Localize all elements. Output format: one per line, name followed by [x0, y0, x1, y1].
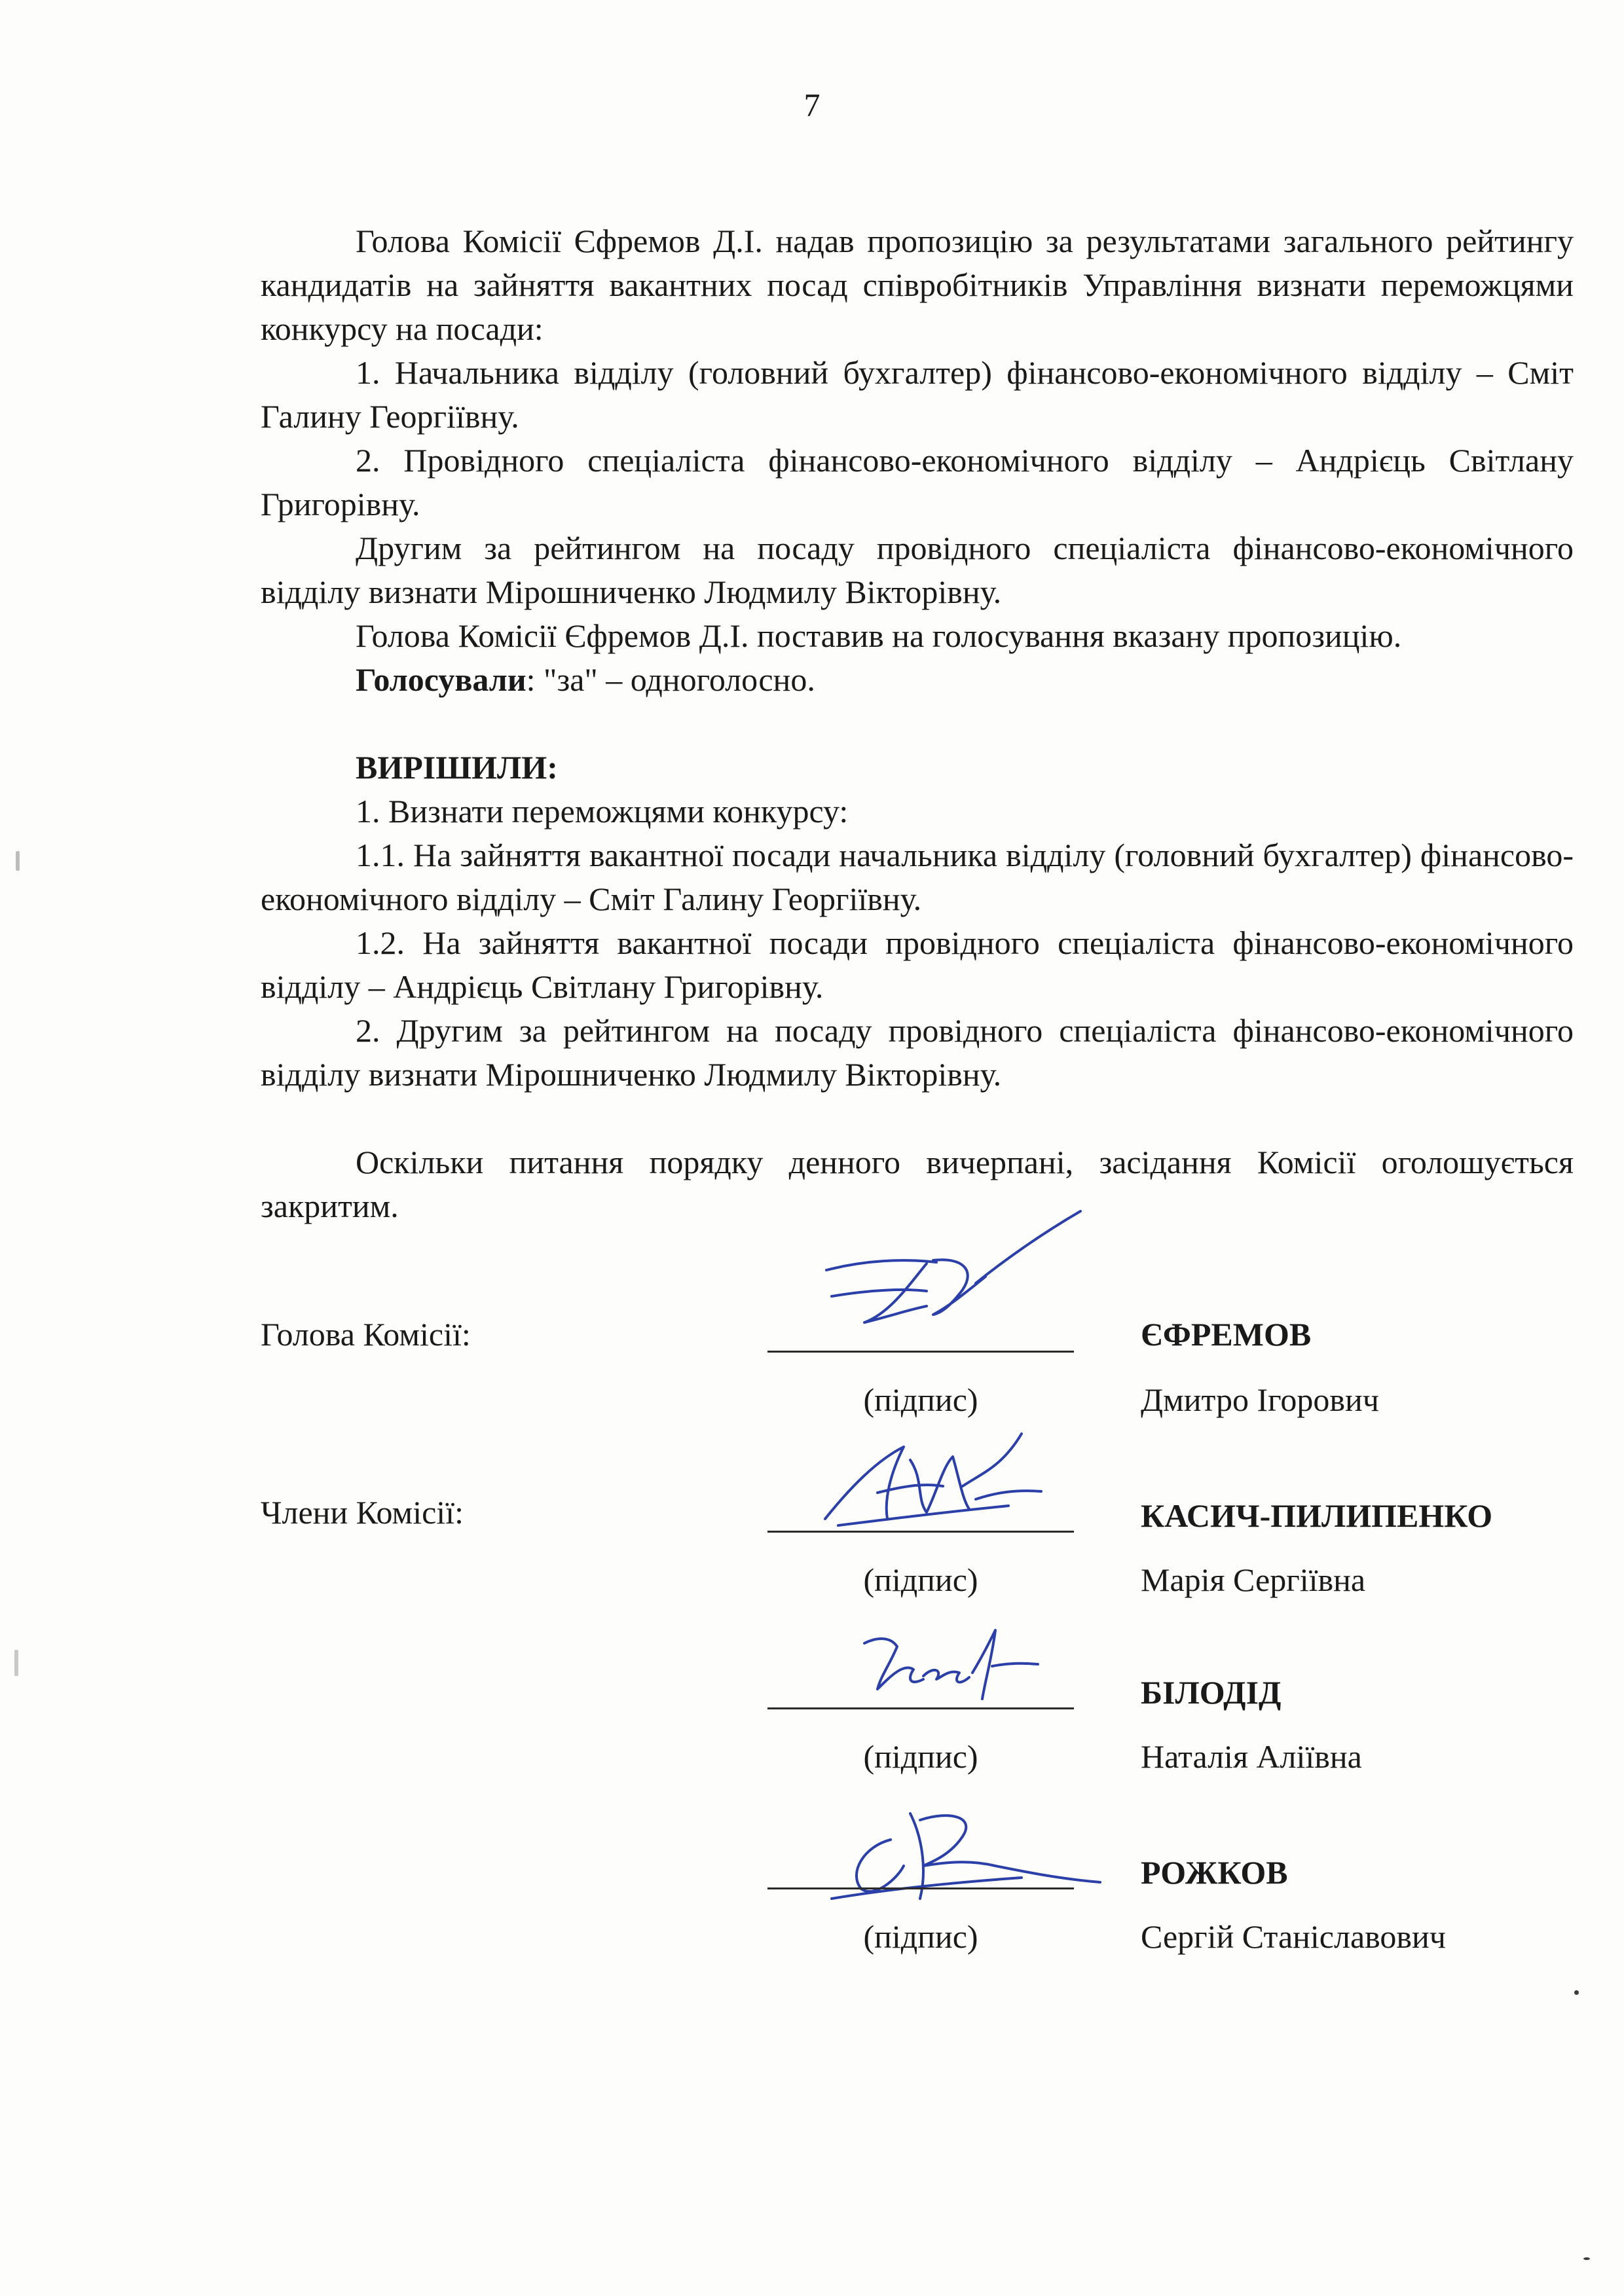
member-1-given-names: Марія Сергіївна — [1141, 1561, 1366, 1598]
member-2-surname: БІЛОДІД — [1141, 1674, 1282, 1711]
member-3-surname: РОЖКОВ — [1141, 1854, 1288, 1891]
paragraph-vote-call: Голова Комісії Єфремов Д.І. поставив на голосування вказану пропозицію. — [356, 617, 1402, 654]
member-1-surname: КАСИЧ-ПИЛИПЕНКО — [1141, 1497, 1493, 1534]
scan-speck — [14, 1650, 18, 1676]
scan-speck — [1574, 1990, 1579, 1995]
member-3-signature — [812, 1800, 1113, 1918]
member-3-given-names: Сергій Станіславович — [1141, 1918, 1446, 1955]
member-2-given-names: Наталія Аліївна — [1141, 1738, 1362, 1775]
member-3-signature-line — [767, 1887, 1074, 1889]
member-1-signature-caption: (підпис) — [863, 1561, 978, 1598]
resolution-1-1: 1.1. На зайняття вакантної посади начальника відділу (головний бухгалтер) фінансово-економічного відділу – Сміт Галину Георгіївну. — [261, 837, 1574, 917]
closing-statement: Оскільки питання порядку денного вичерпані, засідання Комісії оголошується закритим. — [261, 1144, 1574, 1224]
member-1-signature — [812, 1421, 1074, 1539]
chair-label: Голова Комісії: — [261, 1316, 471, 1353]
paragraph-proposal: Голова Комісії Єфремов Д.І. надав пропозицію за результатами загального рейтингу кандидатів на зайняття вакантних посад співробітників Управління визнати переможцями конкурсу на посади: — [261, 223, 1574, 347]
chair-signature-line — [767, 1351, 1074, 1353]
vote-text: : "за" – одноголосно. — [526, 661, 815, 698]
resolution-2: 2. Другим за рейтингом на посаду провідного спеціаліста фінансово-економічного відділу визнати Мірошниченко Людмилу Вікторівну. — [261, 1012, 1574, 1093]
paragraph-item-1: 1. Начальника відділу (головний бухгалтер) фінансово-економічного відділу – Сміт Галину Георгіївну. — [261, 354, 1574, 435]
resolved-heading: ВИРІШИЛИ: — [356, 749, 558, 786]
page-number: 7 — [803, 86, 821, 123]
resolution-1: 1. Визнати переможцями конкурсу: — [356, 793, 849, 829]
member-1-signature-line — [767, 1531, 1074, 1533]
scan-speck — [16, 851, 20, 871]
chair-signature-caption: (підпис) — [863, 1381, 978, 1418]
member-2-signature-caption: (підпис) — [863, 1738, 978, 1775]
member-3-signature-caption: (підпис) — [863, 1918, 978, 1955]
scan-speck — [1583, 2257, 1590, 2260]
member-2-signature — [851, 1617, 1048, 1709]
chair-signature — [812, 1198, 1087, 1349]
member-2-signature-line — [767, 1707, 1074, 1709]
chair-given-names: Дмитро Ігорович — [1141, 1381, 1379, 1418]
paragraph-item-2: 2. Провідного спеціаліста фінансово-економічного відділу – Андрієць Світлану Григорівну. — [261, 442, 1574, 522]
chair-surname: ЄФРЕМОВ — [1141, 1316, 1312, 1353]
document-body — [261, 219, 1574, 1228]
paragraph-vote-result — [261, 658, 1574, 702]
members-label: Члени Комісії: — [261, 1494, 464, 1531]
resolution-1-2: 1.2. На зайняття вакантної посади провідного спеціаліста фінансово-економічного відділу – Андрієць Світлану Григорівну. — [261, 924, 1574, 1005]
paragraph-second-rating: Другим за рейтингом на посаду провідного спеціаліста фінансово-економічного відділу визнати Мірошниченко Людмилу Вікторівну. — [261, 530, 1574, 610]
vote-label: Голосували — [356, 661, 526, 698]
